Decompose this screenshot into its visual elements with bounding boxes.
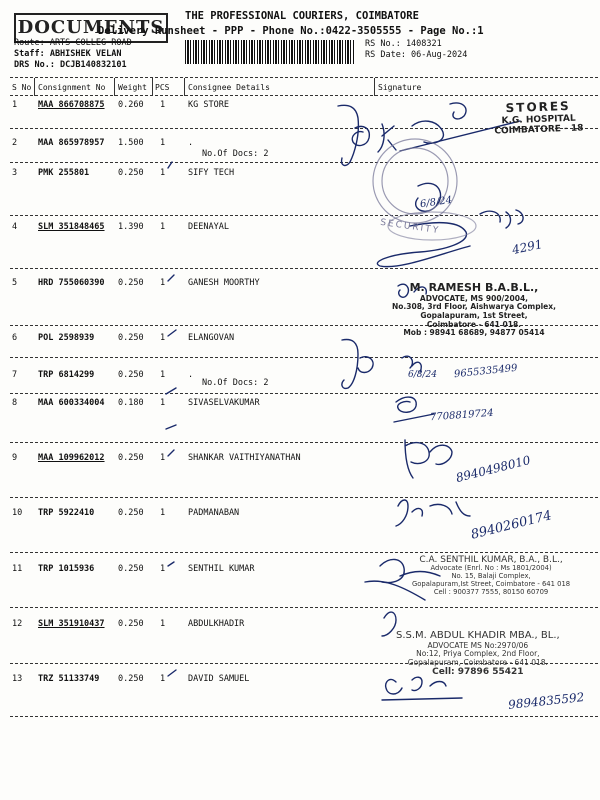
row-consignee: ELANGOVAN <box>188 333 235 343</box>
row-pcs: 1 <box>160 168 166 178</box>
staff-label: Staff: ABHISHEK VELAN <box>14 49 122 59</box>
col-weight: Weight <box>118 83 147 92</box>
row-weight: 0.250 <box>118 674 144 684</box>
handwritten-number: 4291 <box>510 236 544 258</box>
row-pcs: 1 <box>160 619 166 629</box>
row-consignment: HRD 755060390 <box>38 278 105 288</box>
security-seal-text: SECURITY <box>379 217 441 237</box>
rs-number: RS No.: 1408321 <box>365 39 442 49</box>
row-consignee: PADMANABAN <box>188 508 240 518</box>
row-pcs: 1 <box>160 398 166 408</box>
handwritten-phone: 8940498010 <box>454 452 532 486</box>
row-sno: 9 <box>12 453 18 463</box>
row-consignment: POL 2598939 <box>38 333 95 343</box>
row-consignment: MAA 109962012 <box>38 453 105 463</box>
row-weight: 0.250 <box>118 564 144 574</box>
row-sno: 11 <box>12 564 23 574</box>
row-sno: 10 <box>12 508 23 518</box>
handwritten-phone: 9655335499 <box>453 362 519 381</box>
row-weight: 1.500 <box>118 138 144 148</box>
row-consignee: DAVID SAMUEL <box>188 674 250 684</box>
stamp-line: Advocate (Enrl. No : Ms 1801/2004) <box>430 564 552 573</box>
handwritten-date: 6/8/24 <box>419 194 453 211</box>
row-consignment: TRP 5922410 <box>38 508 95 518</box>
col-consignee: Consignee Details <box>188 83 270 92</box>
row-pcs: 1 <box>160 370 166 380</box>
stamp-line: Cell : 900377 7555, 80150 60709 <box>433 587 549 596</box>
row-docs: No.Of Docs: 2 <box>202 149 269 159</box>
stamp-line: K.G. HOSPITAL <box>501 113 576 127</box>
row-rule <box>10 716 598 717</box>
row-sno: 2 <box>12 138 18 148</box>
row-consignment: MAA 600334004 <box>38 398 105 408</box>
row-weight: 0.250 <box>118 278 144 288</box>
stamp-line: C.A. SENTHIL KUMAR, B.A., B.L., <box>419 555 563 565</box>
col-consignment: Consignment No <box>38 83 106 92</box>
route-label: Route: ARTS COLLEG ROAD <box>14 38 132 48</box>
row-sno: 12 <box>12 619 23 629</box>
documents-stamp: DOCUMENTS <box>14 13 168 43</box>
row-consignee: ABDULKHADIR <box>188 619 245 629</box>
advocate-senthil-stamp <box>412 555 570 597</box>
stamp-line: No:12, Priya Complex, 2nd Floor, <box>416 649 540 659</box>
row-pcs: 1 <box>160 333 166 343</box>
stamp-line: STORES <box>505 98 571 116</box>
stamp-line: M. RAMESH B.A.B.L., <box>409 281 539 294</box>
row-pcs: 1 <box>160 564 166 574</box>
drs-number: DRS No.: DCJB140832101 <box>14 60 127 70</box>
row-weight: 0.250 <box>118 168 144 178</box>
handwritten-phone: 7708819724 <box>429 407 494 424</box>
stamp-line: ADVOCATE, MS 900/2004, <box>419 293 529 303</box>
stamp-line: ADVOCATE MS No:2970/06 <box>427 640 529 650</box>
row-consignment: PMK 255801 <box>38 168 90 178</box>
row-docs: No.Of Docs: 2 <box>202 378 269 388</box>
stamp-line: Coimbatore - 641 018. <box>426 319 522 329</box>
col-sno: S No <box>12 83 32 92</box>
row-sno: 7 <box>12 370 18 380</box>
row-weight: 0.250 <box>118 370 144 380</box>
handwritten-date: 6/8/24 <box>408 370 437 380</box>
row-consignment: TRP 6814299 <box>38 370 95 380</box>
stamp-line: No. 15, Balaji Complex, <box>451 572 531 581</box>
col-signature: Signature <box>378 83 422 92</box>
row-pcs: 1 <box>160 674 166 684</box>
row-pcs: 1 <box>160 508 166 518</box>
row-consignment: MAA 865978957 <box>38 138 105 148</box>
col-divider <box>34 78 35 96</box>
runsheet-title: Delivery Runsheet - PPP - Phone No.:0422-3505555 - Page No.:1 <box>98 25 484 37</box>
row-weight: 0.180 <box>118 398 144 408</box>
row-pcs: 1 <box>160 453 166 463</box>
row-consignment: SLM 351848465 <box>38 222 105 232</box>
col-divider <box>152 78 153 96</box>
row-sno: 5 <box>12 278 18 288</box>
row-consignment: MAA 866708875 <box>38 100 105 110</box>
row-sno: 8 <box>12 398 18 408</box>
handwritten-phone: 8940260174 <box>469 508 554 543</box>
row-pcs: 1 <box>160 100 166 110</box>
row-sno: 3 <box>12 168 18 178</box>
stamp-line: Cell: 97896 55421 <box>432 667 524 678</box>
advocate-abdul-stamp <box>396 630 560 678</box>
row-consignment: TRZ 51133749 <box>38 674 100 684</box>
row-consignee: SENTHIL KUMAR <box>188 564 255 574</box>
row-pcs: 1 <box>160 278 166 288</box>
stamp-line: Gopalapuram,Ist Street, Coimbatore - 641 018 <box>412 579 571 588</box>
stamp-line: Mob : 98941 68689, 94877 05414 <box>403 328 545 338</box>
row-pcs: 1 <box>160 138 166 148</box>
handwritten-phone: 9894835592 <box>507 690 585 712</box>
col-divider <box>184 78 185 96</box>
col-pcs: PCS <box>155 83 170 92</box>
advocate-ramesh-stamp <box>392 282 556 338</box>
row-consignee: GANESH MOORTHY <box>188 278 260 288</box>
barcode <box>185 40 355 64</box>
row-weight: 0.250 <box>118 619 144 629</box>
signature-ink <box>150 96 600 716</box>
row-sno: 13 <box>12 674 23 684</box>
col-divider <box>114 78 115 96</box>
row-sno: 6 <box>12 333 18 343</box>
row-weight: 0.250 <box>118 508 144 518</box>
row-weight: 0.260 <box>118 100 144 110</box>
col-divider <box>374 78 375 96</box>
row-weight: 0.250 <box>118 453 144 463</box>
row-weight: 0.250 <box>118 333 144 343</box>
company-title: THE PROFESSIONAL COURIERS, COIMBATORE <box>185 10 419 22</box>
row-consignee: . <box>188 370 194 380</box>
row-consignee: KG STORE <box>188 100 229 110</box>
kg-hospital-stamp <box>493 99 583 137</box>
row-consignee: . <box>188 138 194 148</box>
header-top-rule <box>10 77 598 78</box>
row-consignee: SIFY TECH <box>188 168 235 178</box>
row-consignee: SHANKAR VAITHIYANATHAN <box>188 453 301 463</box>
row-consignee: SIVASELVAKUMAR <box>188 398 260 408</box>
stamp-line: S.S.M. ABDUL KHADIR MBA., BL., <box>396 630 560 641</box>
rs-date: RS Date: 06-Aug-2024 <box>365 50 468 60</box>
stamp-line: Gopalapuram, Coimbatore - 641 018. <box>407 657 548 667</box>
row-pcs: 1 <box>160 222 166 232</box>
stamp-line: COIMBATORE - 18 <box>494 123 584 137</box>
row-sno: 4 <box>12 222 18 232</box>
row-consignment: SLM 351910437 <box>38 619 105 629</box>
row-weight: 1.390 <box>118 222 144 232</box>
row-consignment: TRP 1015936 <box>38 564 95 574</box>
stamp-line: No.308, 3rd Floor, Aishwarya Complex, <box>392 302 556 312</box>
row-consignee: DEENAYAL <box>188 222 229 232</box>
stamp-line: Gopalapuram, 1st Street, <box>420 310 528 320</box>
row-sno: 1 <box>12 100 18 110</box>
